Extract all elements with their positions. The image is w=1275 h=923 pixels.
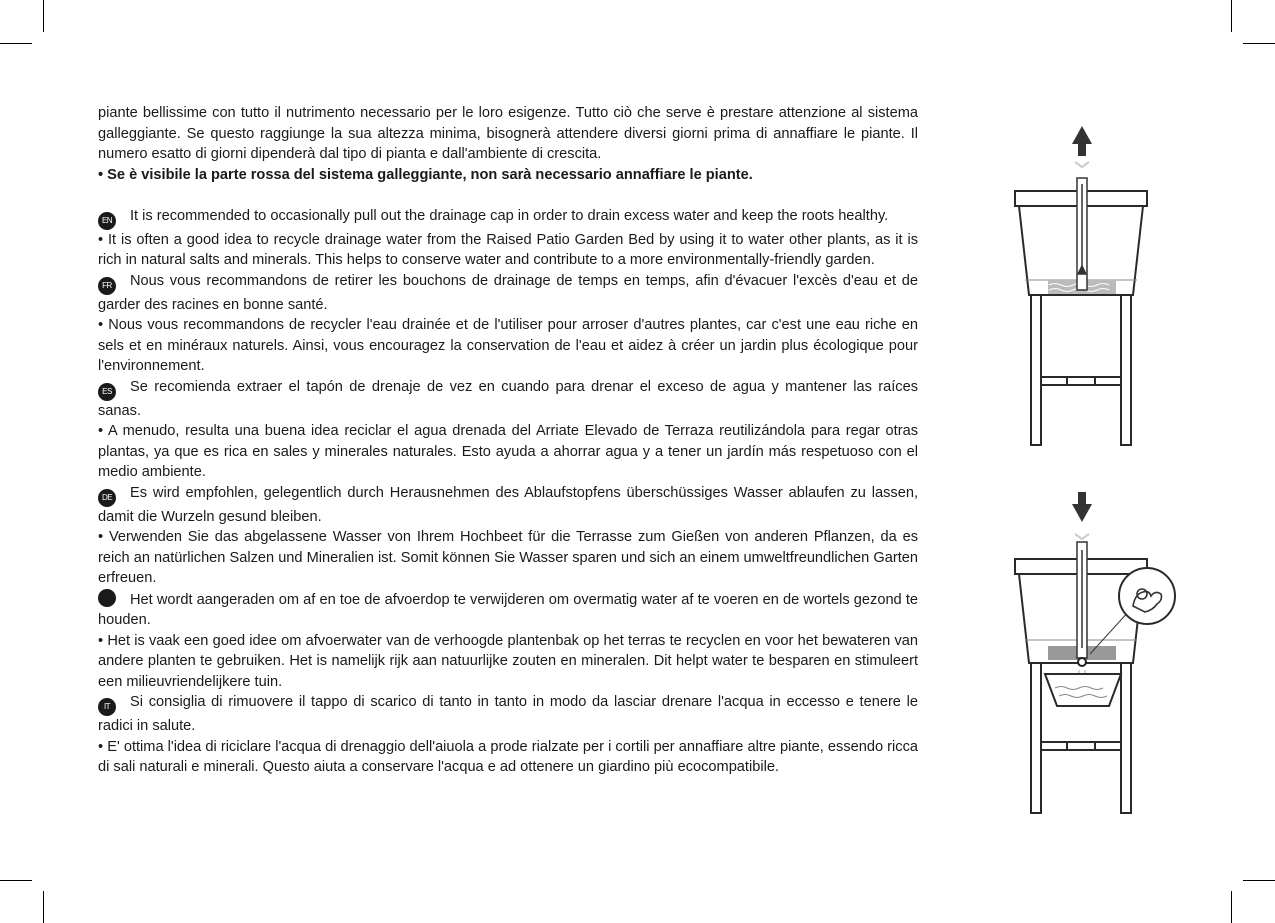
section-it-text: Si consiglia di rimuovere il tappo di scarico di tanto in tanto in modo da lasciar drenare l'acqua in eccesso e tenere le radici in salute. (98, 694, 918, 734)
crop-mark (1231, 891, 1232, 923)
section-en-bullet: • It is often a good idea to recycle drainage water from the Raised Patio Garden Bed by using it to water other plants, as it is rich in natural salts and minerals. This helps to conserve water and contribute to a more environmentally-friendly garden. (98, 231, 918, 268)
planter-float-up-illustration (1005, 120, 1155, 455)
language-badge-de: DE (98, 489, 116, 507)
instructions-text (98, 103, 918, 778)
section-fr-text: Nous vous recommandons de retirer les bouchons de drainage de temps en temps, afin d'évacuer l'excès d'eau et de garder des racines en bonne santé. (98, 272, 918, 313)
intro-bullet: • Se è visibile la parte rossa del sistema galleggiante, non sarà necessario annaffiare le piante. (98, 166, 753, 183)
section-it-para (98, 692, 918, 737)
language-badge-es: ES (98, 383, 116, 401)
arrow-down-icon (1072, 492, 1092, 522)
zoom-detail-hand-icon (1119, 568, 1175, 624)
crop-mark (43, 0, 44, 32)
crop-mark (43, 891, 44, 923)
drain-cap-icon (1078, 658, 1086, 666)
float-indicator (1077, 178, 1087, 290)
section-es-text: Se recomienda extraer el tapón de drenaje de vez en cuando para drenar el exceso de agua y mantener las raíces sanas. (98, 378, 918, 419)
section-de-text: Es wird empfohlen, gelegentlich durch Herausnehmen des Ablaufstopfens überschüssiges Wasser ablaufen zu lassen, damit die Wurzeln gesund bleiben. (98, 484, 918, 525)
crop-mark (1243, 43, 1275, 44)
section-it-bullet: • E' ottima l'idea di riciclare l'acqua di drenaggio dell'aiuola a prode rialzate per i cortili per annaffiare altre piante, essendo ricca di sali naturali e minerali. Questo aiuta a conservare l'acqua e ad ottenere un giardino più ecocompatibile. (98, 738, 918, 775)
crop-mark (0, 880, 32, 881)
section-en-text: It is recommended to occasionally pull out the drainage cap in order to drain excess water and keep the roots healthy. (130, 207, 889, 224)
section-de-bullet: • Verwenden Sie das abgelassene Wasser von Ihrem Hochbeet für die Terrasse zum Gießen von anderen Pflanzen, da es reich an natürlichen Salzen und Mineralien ist. Somit können Sie Wasser sparen und sich an einem umweltfreundlichen Garten erfreuen. (98, 529, 918, 586)
section-en-para (98, 206, 918, 230)
spacer (98, 185, 918, 206)
planter-drain-illustration (1005, 488, 1185, 818)
section-es-bullet: • A menudo, resulta una buena idea reciclar el agua drenada del Arriate Elevado de Terraza reutilizándola para regar otras plantas, ya que es rica en sales y minerales naturales. Esto ayuda a ahorrar agua y a tener un jardín más respetuoso con el medio ambiente. (98, 423, 918, 480)
float-indicator (1077, 542, 1087, 658)
language-badge-en: EN (98, 212, 116, 230)
section-es-para (98, 377, 918, 422)
section-de-para (98, 483, 918, 528)
crop-mark (1231, 0, 1232, 32)
crop-mark (1243, 880, 1275, 881)
arrow-up-icon (1072, 126, 1092, 156)
section-fr-para (98, 271, 918, 316)
language-badge-fr: FR (98, 277, 116, 295)
section-nl-para (98, 589, 918, 631)
language-badge-nl (98, 589, 116, 607)
section-fr-bullet: • Nous vous recommandons de recycler l'eau drainée et de l'utiliser pour arroser d'autres plantes, car c'est une eau riche en sels et en minéraux naturels. Ainsi, vous encouragez la conservation de l'eau et aidez à créer un jardin plus écologique pour l'environnement. (98, 317, 918, 374)
language-badge-it: IT (98, 698, 116, 716)
section-nl-bullet: • Het is vaak een goed idee om afvoerwater van de verhoogde plantenbak op het terras te recyclen en voor het bewateren van andere planten te gebruiken. Het is namelijk rijk aan natuurlijke zouten en mineralen. Dit helpt water te besparen en stimuleert een milieuvriendelijkere tuin. (98, 632, 918, 690)
drain-tray (1045, 670, 1121, 706)
planter-stand (1031, 295, 1131, 445)
crop-mark (0, 43, 32, 44)
intro-continuation: piante bellissime con tutto il nutrimento necessario per le loro esigenze. Tutto ciò che serve è prestare attenzione al sistema galleggiante. Se questo raggiunge la sua altezza minima, bisognerà attendere diversi giorni prima di annaffiare le piante. Il numero esatto di giorni dipenderà dal tipo di pianta e dall'ambiente di crescita. (98, 105, 918, 162)
section-nl-text: Het wordt aangeraden om af en toe de afvoerdop te verwijderen om overmatig water af te voeren en de wortels gezond te houden. (98, 591, 918, 628)
